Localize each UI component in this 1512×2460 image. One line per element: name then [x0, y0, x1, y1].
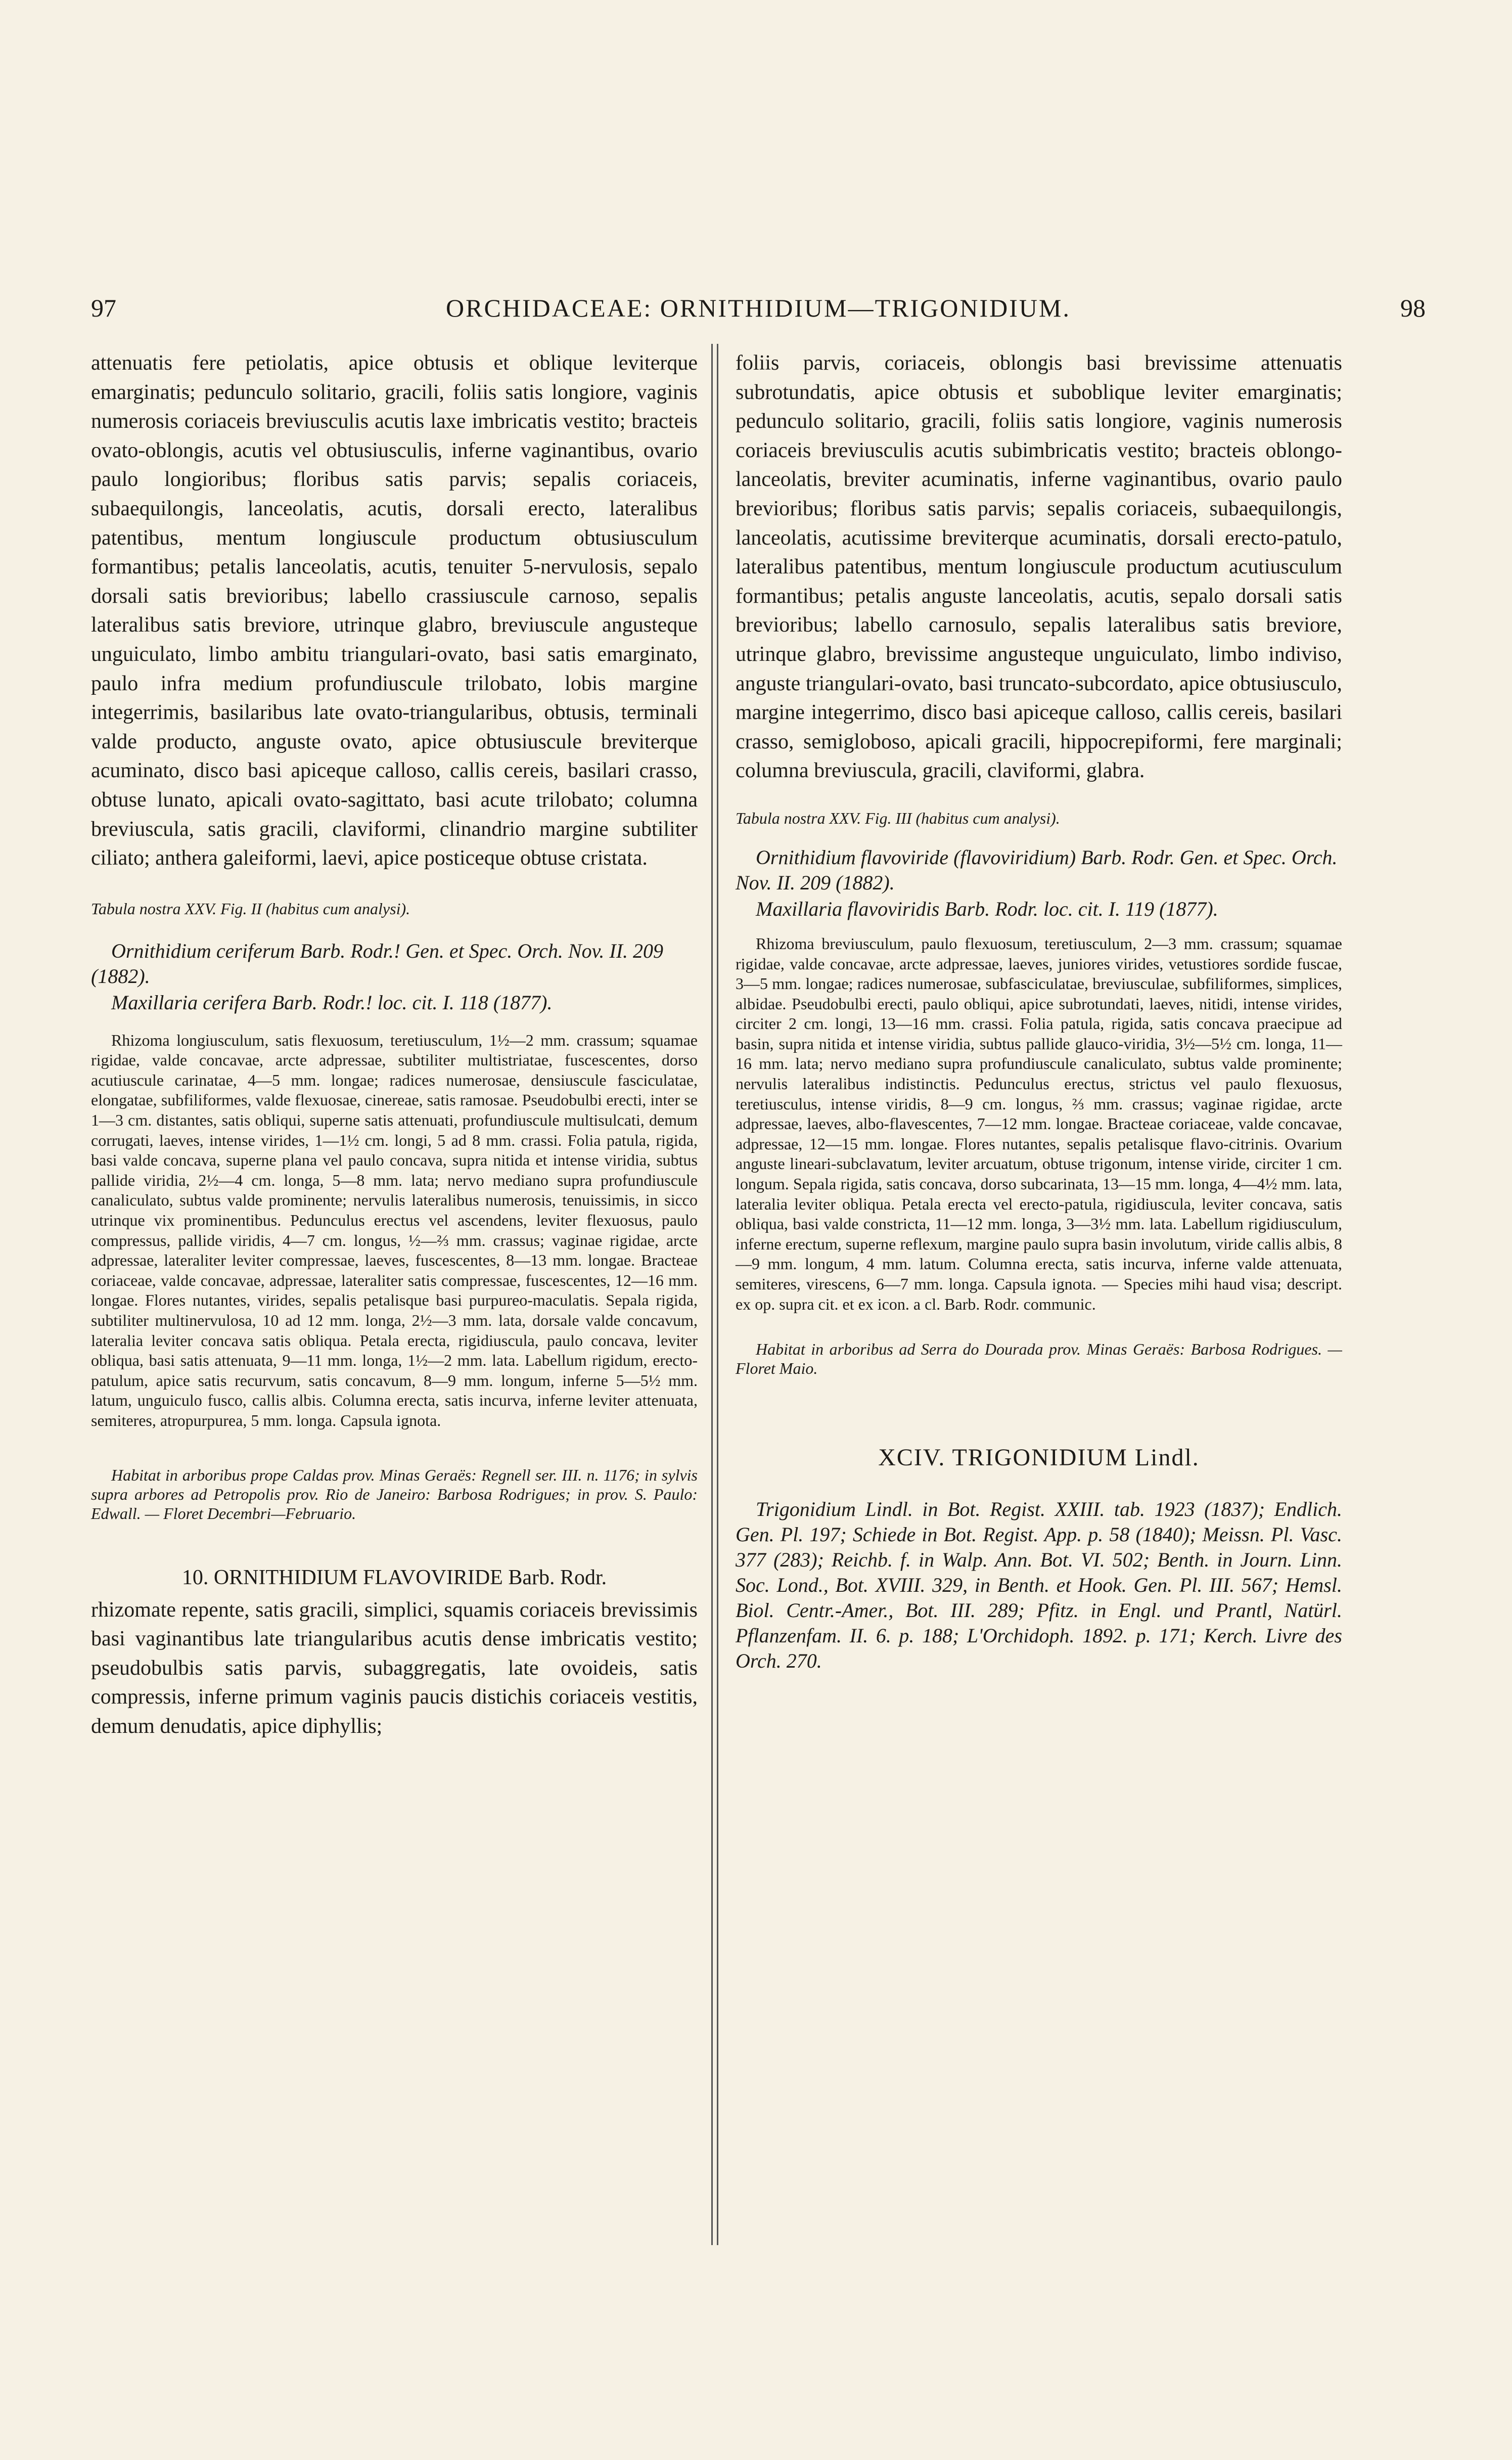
left-plate-reference: Tabula nostra XXV. Fig. II (habitus cum analysi).	[91, 899, 410, 918]
left-synonym-maxillaria: Maxillaria cerifera Barb. Rodr.! loc. cit. I. 118 (1877).	[111, 991, 553, 1014]
page-header	[91, 293, 1426, 329]
left-synonym-ornithidium: Ornithidium ceriferum Barb. Rodr.! Gen. et Spec. Orch. Nov. II. 209 (1882).	[91, 939, 664, 988]
species-heading-flavoviride: 10. ORNITHIDIUM FLAVOVIRIDE Barb. Rodr.	[181, 1566, 607, 1589]
page-number-left: 97	[91, 294, 116, 322]
left-flavoviride-diagnosis: rhizomate repente, satis gracili, simplici, squamis coriaceis brevissimis basi vaginantibus late triangularibus acutis dense imbricatis vestito; pseudobulbis satis parvis, subaggregatis, late ovoideis, satis compressis, inferne primum vaginis paucis distichis coriaceis vestitis, demum denudatis, apice diphyllis;	[91, 1598, 698, 1738]
right-column	[736, 349, 1342, 1674]
running-title: ORCHIDACEAE: ORNITHIDIUM—TRIGONIDIUM.	[446, 294, 1071, 322]
right-description: Rhizoma breviusculum, paulo flexuosum, teretiusculum, 2—3 mm. crassum; squamae rigidae, valde concavae, arcte adpressae, laeves, juniores virides, vetustiores sordide fuscae, 3—5 mm. longae; radices numerosae, subfasciculatae, breviusculae, subfiliformes, simplices, albidae. Pseudobulbi erecti, paulo obliqui, apice subrotundati, laeves, nitidi, intense virides, circiter 2 cm. longi, 13—16 mm. crassi. Folia patula, rigida, satis concava praecipue ad basin, supra nitida et intense viridia, subtus pallide glauco-viridia, 3½—5½ cm. longa, 11—16 mm. lata; nervo mediano supra profundiuscule canaliculato, subtus valde prominente; nervulis lateralibus indistinctis. Pedunculus erectus, strictus vel paulo flexuosus, teretiusculus, intense viridis, 8—9 cm. longus, ⅔ mm. crassus; vaginae rigidae, arcte adpressae, laeves, albo-flavescentes, 7—12 mm. longae. Bracteae coriaceae, valde concavae, adpressae, 12—15 mm. longae. Flores nutantes, sepalis petalisque flavo-citrinis. Ovarium anguste lineari-subclavatum, leviter arcuatum, obtuse trigonum, intense viride, circiter 1 cm. longum. Sepala rigida, satis concava, dorso subcarinata, 13—15 mm. longa, 4—4½ mm. lata, lateralia leviter obliqua. Petala erecta vel erecto-patula, rigidiuscula, leviter concava, satis obliqua, basi valde constricta, 11—12 mm. longa, 3—3½ mm. lata. Labellum rigidiusculum, inferne erectum, superne reflexum, margine paulo supra basin involutum, viride callis albis, 8—9 mm. longum, 4 mm. latum. Columna erecta, satis incurva, inferne valde attenuata, semiteres, virescens, 6—7 mm. longa. Capsula ignota. — Species mihi haud visa; descript. ex op. supra cit. et ex icon. a cl. Barb. Rodr. communic.	[736, 934, 1342, 1313]
genus-heading-trigonidium: XCIV. TRIGONIDIUM Lindl.	[878, 1444, 1200, 1471]
right-habitat: Habitat in arboribus ad Serra do Dourada prov. Minas Geraës: Barbosa Rodrigues. — Floret Maio.	[736, 1340, 1342, 1378]
page-number-right: 98	[1400, 294, 1426, 322]
left-diagnosis-continued: attenuatis fere petiolatis, apice obtusis et oblique leviterque emarginatis; pedunculo solitario, gracili, foliis satis longiore, vaginis numerosis coriaceis breviusculis acutis laxe imbricatis vestito; bracteis ovato-oblongis, acutis vel obtusiusculis, inferne vaginantibus, ovario paulo longioribus; floribus satis parvis; sepalis coriaceis, subaequilongis, lanceolatis, acutis, dorsali erecto, lateralibus patentibus, mentum longiuscule productum obtusiusculum formantibus; petalis lanceolatis, acutis, tenuiter 5-nervulosis, sepalo dorsali satis brevioribus; labello crassiuscule carnoso, sepalis lateralibus satis breviore, utrinque glabro, breviuscule angusteque unguiculato, limbo ambitu triangulari-ovato, basi satis emarginato, paulo infra medium profundiuscule trilobato, lobis margine integerrimis, basilaribus late ovato-triangularibus, obtusis, terminali valde producto, anguste ovato, apice obtusiuscule breviterque acuminato, disco basi apiceque calloso, callis cereis, basilari crasso, obtuse lunato, apicali ovato-sagittato, basi acute trilobato; columna breviuscula, satis gracili, claviformi, clinandrio margine subtiliter ciliato; anthera galeiformi, laevi, apice posticeque obtuse cristata.	[91, 351, 698, 870]
left-habitat: Habitat in arboribus prope Caldas prov. Minas Geraës: Regnell ser. III. n. 1176; in sylvis supra arbores ad Petropolis prov. Rio de Janeiro: Barbosa Rodrigues; in prov. S. Paulo: Edwall. — Floret Decembri—Februario.	[91, 1465, 698, 1523]
left-description: Rhizoma longiusculum, satis flexuosum, teretiusculum, 1½—2 mm. crassum; squamae rigidae, valde concavae, arcte adpressae, subtiliter multistriatae, fuscescentes, dorso acutiuscule carinatae, 4—5 mm. longae; radices numerosae, densiuscule fasciculatae, elongatae, subfiliformes, valde flexuosae, cinereae, satis ramosae. Pseudobulbi erecti, inter se 1—3 cm. distantes, satis obliqui, superne satis attenuati, profundiuscule multisulcati, demum corrugati, laeves, intense virides, 1—1½ cm. longi, 5 ad 8 mm. crassi. Folia patula, rigida, basi valde concava, superne plana vel paulo concava, supra nitida et intense viridia, subtus pallide viridia, 2½—4 cm. longa, 5—8 mm. lata; nervo mediano supra profundiuscule canaliculato, subtus valde prominente; nervulis lateralibus numerosis, tenuissimis, in sicco utrinque vix prominentibus. Pedunculus erectus vel ascendens, leviter flexuosus, paulo compressus, pallide viridis, 4—7 cm. longus, ½—⅔ mm. crassus; vaginae rigidae, arcte adpressae, lateraliter leviter compressae, laeves, fuscescentes, 8—13 mm. longae. Bracteae coriaceae, valde concavae, adpressae, lateraliter satis compressae, fuscescentes, 12—16 mm. longae. Flores nutantes, virides, sepalis petalisque basi purpureo-maculatis. Sepala rigida, subtiliter multinervulosa, 10 ad 12 mm. longa, 2½—3 mm. lata, dorsale valde concavum, lateralia leviter concava satis obliqua. Petala erecta, rigidiuscula, paulo concava, leviter obliqua, basi satis attenuata, 9—11 mm. longa, 1½—2 mm. lata. Labellum rigidum, erecto-patulum, apice satis recurvum, satis concavum, 8—9 mm. longum, inferne 5—5½ mm. latum, unguiculo fusco, callis albis. Columna erecta, satis incurva, inferne leviter attenuata, semiteres, atropurpurea, 5 mm. longa. Capsula ignota.	[91, 1031, 698, 1429]
right-plate-reference: Tabula nostra XXV. Fig. III (habitus cum analysi).	[736, 809, 1060, 827]
genus-references: Trigonidium Lindl. in Bot. Regist. XXIII. tab. 1923 (1837); Endlich. Gen. Pl. 197; Schiede in Bot. Regist. App. p. 58 (1840); Meissn. Pl. Vasc. 377 (283); Reichb. f. in Walp. Ann. Bot. VI. 502; Benth. in Journ. Linn. Soc. Lond., Bot. XVIII. 329, in Benth. et Hook. Gen. Pl. III. 567; Hemsl. Biol. Centr.-Amer., Bot. III. 289; Pfitz. in Engl. und Prantl, Natürl. Pflanzenfam. II. 6. p. 188; L'Orchidoph. 1892. p. 171; Kerch. Livre des Orch. 270.	[736, 1498, 1342, 1673]
right-diagnosis-continued: foliis parvis, coriaceis, oblongis basi brevissime attenuatis subrotundatis, apice obtusis et suboblique leviter emarginatis; pedunculo solitario, gracili, foliis satis longiore, vaginis numerosis coriaceis breviusculis acutis subimbricatis vestito; bracteis oblongo-lanceolatis, breviter acuminatis, inferne vaginantibus, ovario paulo brevioribus; floribus satis parvis; sepalis coriaceis, subaequilongis, lanceolatis, acutissime breviterque acuminatis, dorsali erecto-patulo, lateralibus patentibus, mentum longiuscule productum acutiusculum formantibus; petalis anguste lanceolatis, acutis, sepalo dorsali satis brevioribus; labello carnosulo, sepalis lateralibus satis breviore, utrinque glabro, brevissime angusteque unguiculato, limbo indiviso, anguste triangulari-ovato, basi truncato-subcordato, apice obtusiusculo, margine integerrimo, disco basi apiceque calloso, callis cereis, basilari crasso, semigloboso, apicali gracili, hippocrepiformi, fere marginali; columna breviuscula, gracili, claviformi, glabra.	[736, 351, 1342, 783]
left-column	[91, 349, 698, 1741]
right-synonym-ornithidium: Ornithidium flavoviride (flavoviridium) Barb. Rodr. Gen. et Spec. Orch. Nov. II. 209 (1882).	[736, 845, 1338, 894]
column-divider	[711, 344, 718, 2245]
right-synonym-maxillaria: Maxillaria flavoviridis Barb. Rodr. loc. cit. I. 119 (1877).	[756, 897, 1218, 920]
